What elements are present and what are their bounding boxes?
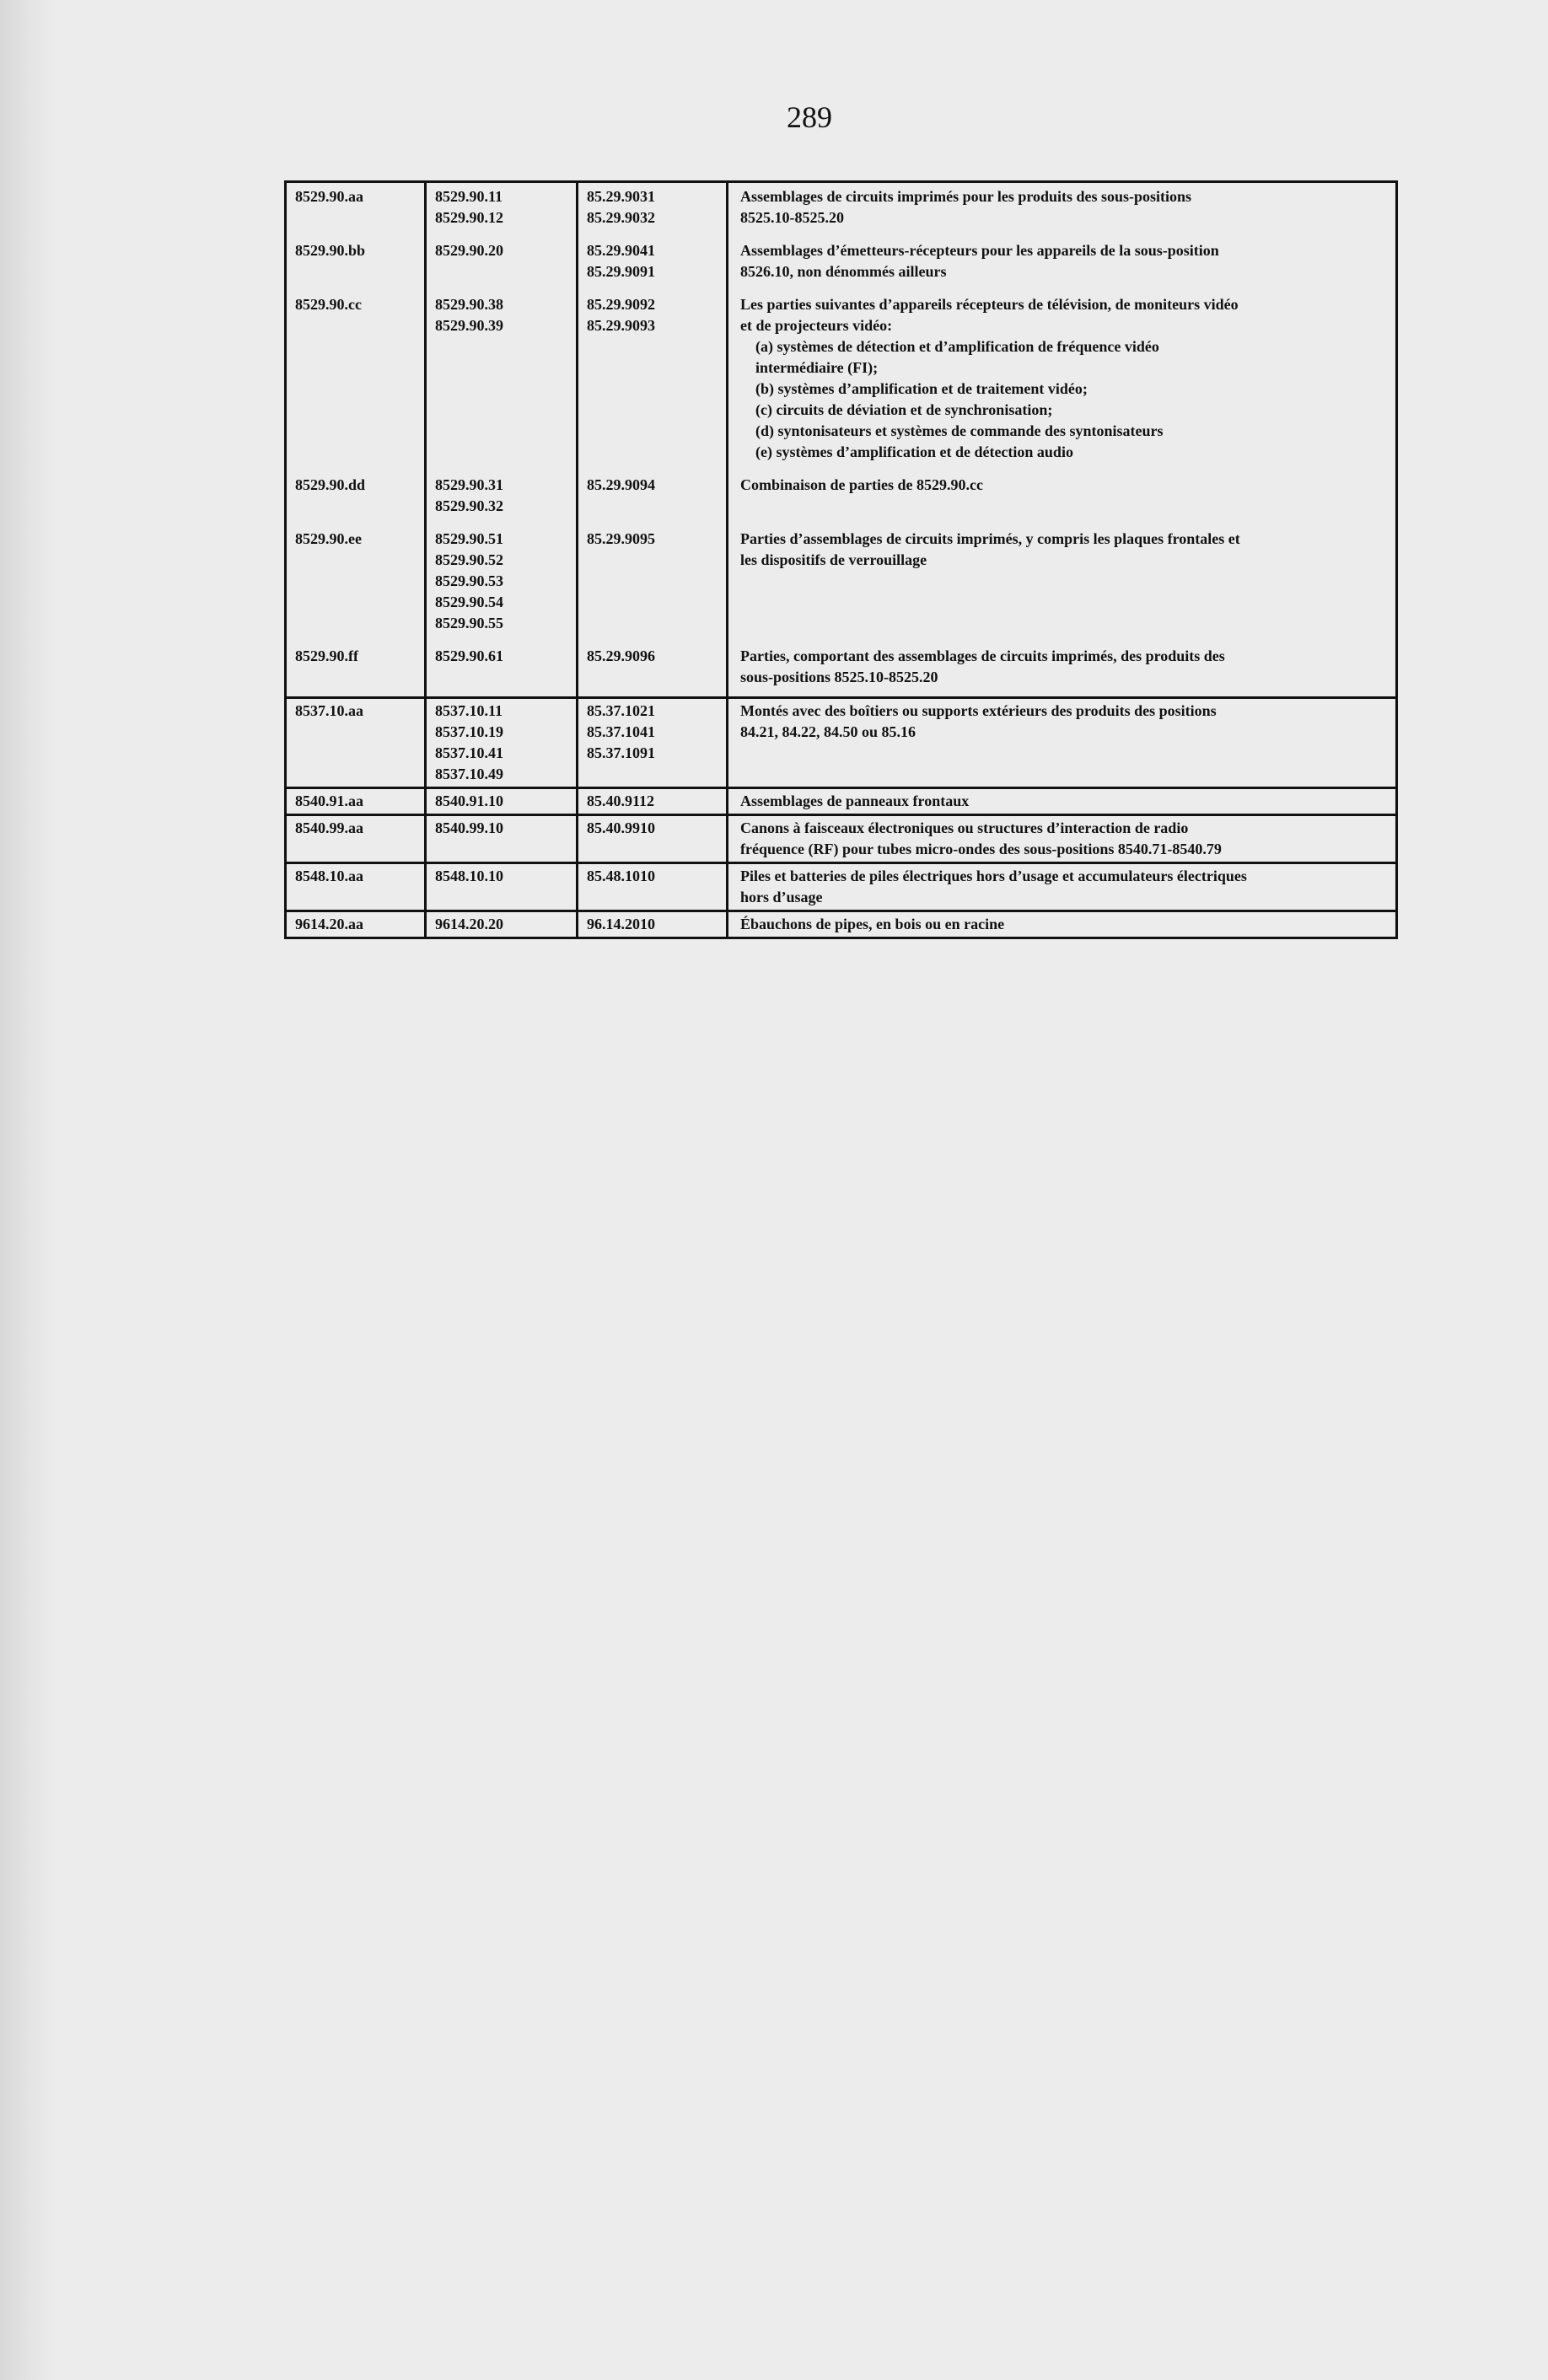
tariff-item-cell-line: 8529.90.20 [435, 242, 503, 259]
hs-code-cell-line: 85.29.9041 [587, 242, 655, 259]
description-item: intermédiaire (FI); [755, 359, 879, 376]
description-cell-line: les dispositifs de verrouillage [740, 551, 927, 568]
tariff-item-cell-line: 8529.90.31 [435, 476, 503, 493]
tariff-item-cell-line: 8537.10.19 [435, 723, 503, 740]
description-cell-line: 8525.10-8525.20 [740, 209, 844, 226]
tariff-item-cell-line: 8540.99.10 [435, 819, 503, 836]
table-row [286, 815, 1397, 863]
hs-code-cell [578, 911, 728, 938]
description-cell-line: Parties, comportant des assemblages de circuits imprimés, des produits des [740, 647, 1225, 664]
tariff-item-cell-line: 8537.10.41 [435, 744, 503, 761]
description-item: (b) systèmes d’amplification et de traitement vidéo; [755, 380, 1088, 397]
tariff-item-cell-line: 8540.91.10 [435, 792, 503, 809]
tariff-item-cell-line: 8529.90.53 [435, 572, 503, 589]
hs-code-cell [578, 788, 728, 815]
table-row [286, 525, 1397, 642]
tariff-item-cell [426, 182, 578, 238]
hs-code-cell [578, 182, 728, 238]
heading-cell [286, 471, 426, 525]
heading-cell-line: 9614.20.aa [295, 916, 363, 932]
heading-cell [286, 642, 426, 698]
hs-code-cell-line: 85.29.9031 [587, 188, 655, 205]
hs-code-cell [578, 698, 728, 788]
description-cell-line: fréquence (RF) pour tubes micro-ondes des sous-positions 8540.71-8540.79 [740, 841, 1222, 857]
description-cell-line: 84.21, 84.22, 84.50 ou 85.16 [740, 723, 916, 740]
description-item: (a) systèmes de détection et d’amplification de fréquence vidéo [755, 338, 1159, 355]
hs-code-cell-line: 85.29.9093 [587, 317, 655, 334]
tariff-table [284, 180, 1398, 939]
description-cell [728, 182, 1397, 238]
description-cell [728, 525, 1397, 642]
description-cell [728, 291, 1397, 471]
tariff-item-cell [426, 237, 578, 291]
tariff-item-cell-line: 8529.90.55 [435, 615, 503, 631]
table-row [286, 788, 1397, 815]
tariff-item-cell-line: 9614.20.20 [435, 916, 503, 932]
description-cell [728, 471, 1397, 525]
tariff-item-cell [426, 788, 578, 815]
tariff-item-cell-line: 8537.10.11 [435, 702, 503, 719]
hs-code-cell-line: 85.40.9112 [587, 792, 655, 809]
hs-code-cell-line: 85.29.9032 [587, 209, 655, 226]
table-row [286, 642, 1397, 698]
tariff-item-cell-line: 8529.90.52 [435, 551, 503, 568]
description-cell-line: hors d’usage [740, 889, 823, 905]
tariff-item-cell [426, 291, 578, 471]
tariff-item-cell [426, 815, 578, 863]
heading-cell-line: 8529.90.aa [295, 188, 363, 205]
hs-code-cell [578, 471, 728, 525]
description-cell-line: Assemblages de panneaux frontaux [740, 792, 970, 809]
description-cell-line: Assemblages d’émetteurs-récepteurs pour les appareils de la sous-position [740, 242, 1219, 259]
tariff-item-cell [426, 471, 578, 525]
heading-cell-line: 8537.10.aa [295, 702, 363, 719]
description-cell-line: Assemblages de circuits imprimés pour les produits des sous-positions [740, 188, 1192, 205]
heading-cell [286, 525, 426, 642]
tariff-item-cell [426, 642, 578, 698]
table-row [286, 698, 1397, 788]
heading-cell-line: 8540.99.aa [295, 819, 363, 836]
tariff-item-cell-line: 8537.10.49 [435, 766, 503, 782]
table-row [286, 182, 1397, 238]
description-cell-line: et de projecteurs vidéo: [740, 317, 893, 334]
description-cell-line: Ébauchons de pipes, en bois ou en racine [740, 916, 1005, 932]
description-cell-line: 8526.10, non dénommés ailleurs [740, 263, 947, 280]
description-cell [728, 815, 1397, 863]
heading-cell [286, 182, 426, 238]
hs-code-cell [578, 863, 728, 911]
description-cell [728, 237, 1397, 291]
hs-code-cell-line: 96.14.2010 [587, 916, 655, 932]
hs-code-cell [578, 815, 728, 863]
hs-code-cell [578, 291, 728, 471]
tariff-item-cell [426, 863, 578, 911]
hs-code-cell-line: 85.29.9095 [587, 530, 655, 547]
page-number: 289 [787, 100, 832, 134]
description-item: (d) syntonisateurs et systèmes de commande des syntonisateurs [755, 422, 1164, 439]
table-row [286, 911, 1397, 938]
tariff-item-cell-line: 8529.90.12 [435, 209, 503, 226]
heading-cell-line: 8529.90.ff [295, 647, 358, 664]
heading-cell [286, 237, 426, 291]
table-row [286, 471, 1397, 525]
description-cell [728, 698, 1397, 788]
table-row [286, 291, 1397, 471]
tariff-item-cell-line: 8529.90.54 [435, 594, 503, 610]
heading-cell-line: 8529.90.dd [295, 476, 366, 493]
hs-code-cell-line: 85.37.1091 [587, 744, 655, 761]
hs-code-cell-line: 85.29.9096 [587, 647, 655, 664]
description-cell-line: Les parties suivantes d’appareils récepteurs de télévision, de moniteurs vidéo [740, 296, 1239, 313]
tariff-item-cell-line: 8529.90.61 [435, 647, 503, 664]
heading-cell [286, 863, 426, 911]
description-cell-line: Piles et batteries de piles électriques hors d’usage et accumulateurs électriques [740, 868, 1247, 884]
heading-cell-line: 8529.90.ee [295, 530, 362, 547]
tariff-item-cell-line: 8529.90.39 [435, 317, 503, 334]
heading-cell-line: 8540.91.aa [295, 792, 363, 809]
hs-code-cell-line: 85.48.1010 [587, 868, 655, 884]
description-cell-line: Montés avec des boîtiers ou supports extérieurs des produits des positions [740, 702, 1217, 719]
tariff-item-cell-line: 8548.10.10 [435, 868, 503, 884]
hs-code-cell-line: 85.37.1041 [587, 723, 655, 740]
tariff-item-cell-line: 8529.90.38 [435, 296, 503, 313]
heading-cell-line: 8529.90.cc [295, 296, 362, 313]
tariff-item-cell [426, 698, 578, 788]
heading-cell [286, 698, 426, 788]
tariff-item-cell-line: 8529.90.32 [435, 497, 503, 514]
description-cell [728, 788, 1397, 815]
heading-cell [286, 788, 426, 815]
tariff-item-cell-line: 8529.90.11 [435, 188, 503, 205]
description-cell-line: sous-positions 8525.10-8525.20 [740, 669, 938, 685]
description-cell [728, 642, 1397, 698]
description-cell-line: Combinaison de parties de 8529.90.cc [740, 476, 983, 493]
hs-code-cell [578, 237, 728, 291]
description-cell [728, 911, 1397, 938]
tariff-item-cell [426, 911, 578, 938]
description-item: (c) circuits de déviation et de synchronisation; [755, 401, 1053, 418]
table-row [286, 863, 1397, 911]
hs-code-cell [578, 642, 728, 698]
page-left-edge [0, 0, 59, 2380]
tariff-table-body [286, 182, 1397, 938]
tariff-item-cell-line: 8529.90.51 [435, 530, 503, 547]
hs-code-cell-line: 85.29.9091 [587, 263, 655, 280]
description-cell-line: Canons à faisceaux électroniques ou structures d’interaction de radio [740, 819, 1189, 836]
hs-code-cell-line: 85.29.9094 [587, 476, 655, 493]
description-cell [728, 863, 1397, 911]
table-row [286, 237, 1397, 291]
heading-cell [286, 291, 426, 471]
hs-code-cell-line: 85.40.9910 [587, 819, 655, 836]
description-item: (e) systèmes d’amplification et de détection audio [755, 443, 1073, 460]
hs-code-cell-line: 85.37.1021 [587, 702, 655, 719]
tariff-item-cell [426, 525, 578, 642]
description-cell-line: Parties d’assemblages de circuits imprimés, y compris les plaques frontales et [740, 530, 1240, 547]
heading-cell-line: 8548.10.aa [295, 868, 363, 884]
hs-code-cell-line: 85.29.9092 [587, 296, 655, 313]
heading-cell [286, 911, 426, 938]
heading-cell [286, 815, 426, 863]
heading-cell-line: 8529.90.bb [295, 242, 366, 259]
hs-code-cell [578, 525, 728, 642]
